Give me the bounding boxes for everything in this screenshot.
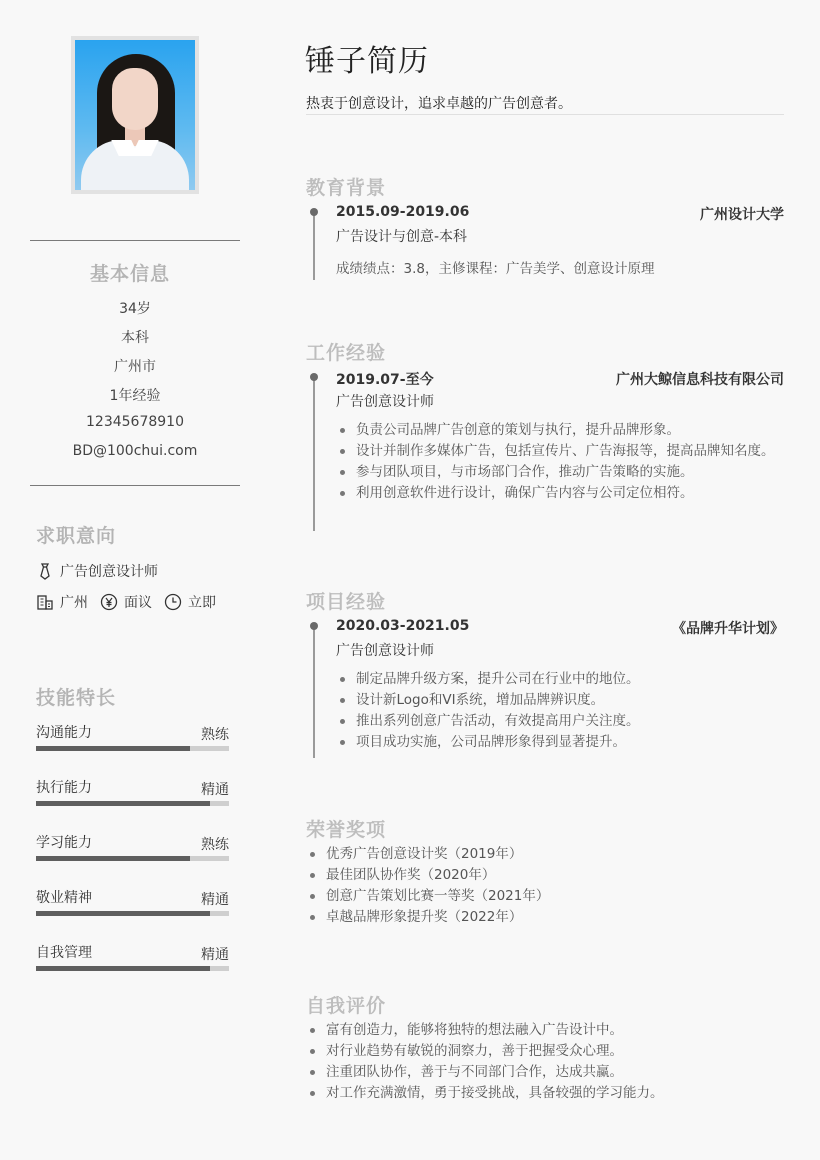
skill-row [36, 777, 229, 813]
self-eval-title: 自我评价 [306, 995, 387, 1017]
timeline-line [313, 624, 315, 758]
list-item: 注重团队协作，善于与不同部门合作，达成共赢。 [308, 1062, 784, 1083]
divider [30, 240, 240, 241]
timeline-dot [310, 208, 318, 216]
skill-bar-fill [36, 746, 190, 751]
left-column [30, 0, 240, 1160]
project-name: 《品牌升华计划》 [672, 621, 784, 637]
resume-name: 锤子简历 [305, 44, 429, 79]
skill-bar-fill [36, 966, 210, 971]
work-role: 广告创意设计师 [336, 394, 434, 410]
experience: 1年经验 [109, 388, 161, 404]
school-name: 广州设计大学 [700, 207, 784, 223]
list-item: 设计新Logo和VI系统，增加品牌辨识度。 [338, 690, 784, 711]
portrait-image [75, 40, 195, 190]
timeline-line [313, 210, 315, 280]
list-item: 对工作充满激情，勇于接受挑战，具备较强的学习能力。 [308, 1083, 784, 1104]
job-city: 广州 [60, 595, 88, 611]
skill-row [36, 832, 229, 868]
skill-bar-track [36, 911, 229, 916]
skill-row [36, 887, 229, 923]
motto: 热衷于创意设计，追求卓越的广告创意者。 [306, 96, 572, 112]
list-item: 负责公司品牌广告创意的策划与执行，提升品牌形象。 [338, 420, 782, 441]
list-item: 推出系列创意广告活动，有效提高用户关注度。 [338, 711, 784, 732]
list-item: 卓越品牌形象提升奖（2022年） [308, 907, 784, 928]
skill-name: 学习能力 [36, 835, 92, 851]
list-item: 利用创意软件进行设计，确保广告内容与公司定位相符。 [338, 483, 782, 504]
timeline-line [313, 375, 315, 531]
job-position-row [36, 561, 158, 581]
list-item: 最佳团队协作奖（2020年） [308, 865, 784, 886]
skill-bar-track [36, 856, 229, 861]
job-intention-title: 求职意向 [36, 525, 117, 547]
skill-name: 沟通能力 [36, 725, 92, 741]
project-title: 项目经验 [306, 591, 387, 613]
clock-icon [164, 593, 182, 611]
project-role: 广告创意设计师 [336, 643, 434, 659]
yen-icon [100, 593, 118, 611]
work-bullets [338, 420, 782, 504]
project-date: 2020.03-2021.05 [336, 618, 470, 634]
profile-photo [71, 36, 199, 194]
job-availability: 立即 [188, 595, 216, 611]
job-salary: 面议 [124, 595, 152, 611]
age: 34岁 [119, 301, 151, 317]
skill-level: 熟练 [201, 727, 229, 743]
education-detail: 成绩绩点：3.8，主修课程：广告美学、创意设计原理 [336, 261, 655, 277]
list-item: 创意广告策划比赛一等奖（2021年） [308, 886, 784, 907]
list-item: 参与团队项目，与市场部门合作，推动广告策略的实施。 [338, 462, 782, 483]
list-item: 对行业趋势有敏锐的洞察力，善于把握受众心理。 [308, 1041, 784, 1062]
skill-level: 精通 [201, 782, 229, 798]
honors-list [308, 844, 784, 928]
tie-icon [36, 562, 54, 580]
skill-name: 执行能力 [36, 780, 92, 796]
skill-level: 精通 [201, 947, 229, 963]
skill-level: 熟练 [201, 837, 229, 853]
self-eval-list [308, 1020, 784, 1104]
company-name: 广州大鲸信息科技有限公司 [616, 372, 784, 388]
skill-bar-fill [36, 856, 190, 861]
divider [30, 485, 240, 486]
education-date: 2015.09-2019.06 [336, 204, 470, 220]
city: 广州市 [114, 359, 156, 375]
project-bullets [338, 669, 784, 753]
list-item: 优秀广告创意设计奖（2019年） [308, 844, 784, 865]
skill-level: 精通 [201, 892, 229, 908]
skills-title: 技能特长 [36, 687, 117, 709]
skill-name: 自我管理 [36, 945, 92, 961]
skill-bar-track [36, 966, 229, 971]
job-position: 广告创意设计师 [60, 564, 158, 580]
timeline-dot [310, 622, 318, 630]
list-item: 设计并制作多媒体广告，包括宣传片、广告海报等，提高品牌知名度。 [338, 441, 782, 462]
skill-bar-fill [36, 801, 210, 806]
skill-bar-track [36, 801, 229, 806]
skill-row [36, 722, 229, 758]
timeline-dot [310, 373, 318, 381]
divider [306, 114, 784, 115]
major: 广告设计与创意-本科 [336, 229, 468, 245]
basic-info-title: 基本信息 [90, 263, 171, 285]
honors-title: 荣誉奖项 [306, 819, 387, 841]
degree: 本科 [121, 330, 149, 346]
work-title: 工作经验 [306, 342, 387, 364]
education-title: 教育背景 [306, 177, 387, 199]
phone: 12345678910 [86, 414, 184, 430]
list-item: 项目成功实施，公司品牌形象得到显著提升。 [338, 732, 784, 753]
skill-bar-fill [36, 911, 210, 916]
job-meta-row [36, 592, 228, 612]
list-item: 富有创造力，能够将独特的想法融入广告设计中。 [308, 1020, 784, 1041]
skill-bar-track [36, 746, 229, 751]
building-icon [36, 593, 54, 611]
list-item: 制定品牌升级方案，提升公司在行业中的地位。 [338, 669, 784, 690]
skill-row [36, 942, 229, 978]
work-date: 2019.07-至今 [336, 372, 434, 388]
skill-name: 敬业精神 [36, 890, 92, 906]
email: BD@100chui.com [72, 443, 198, 459]
